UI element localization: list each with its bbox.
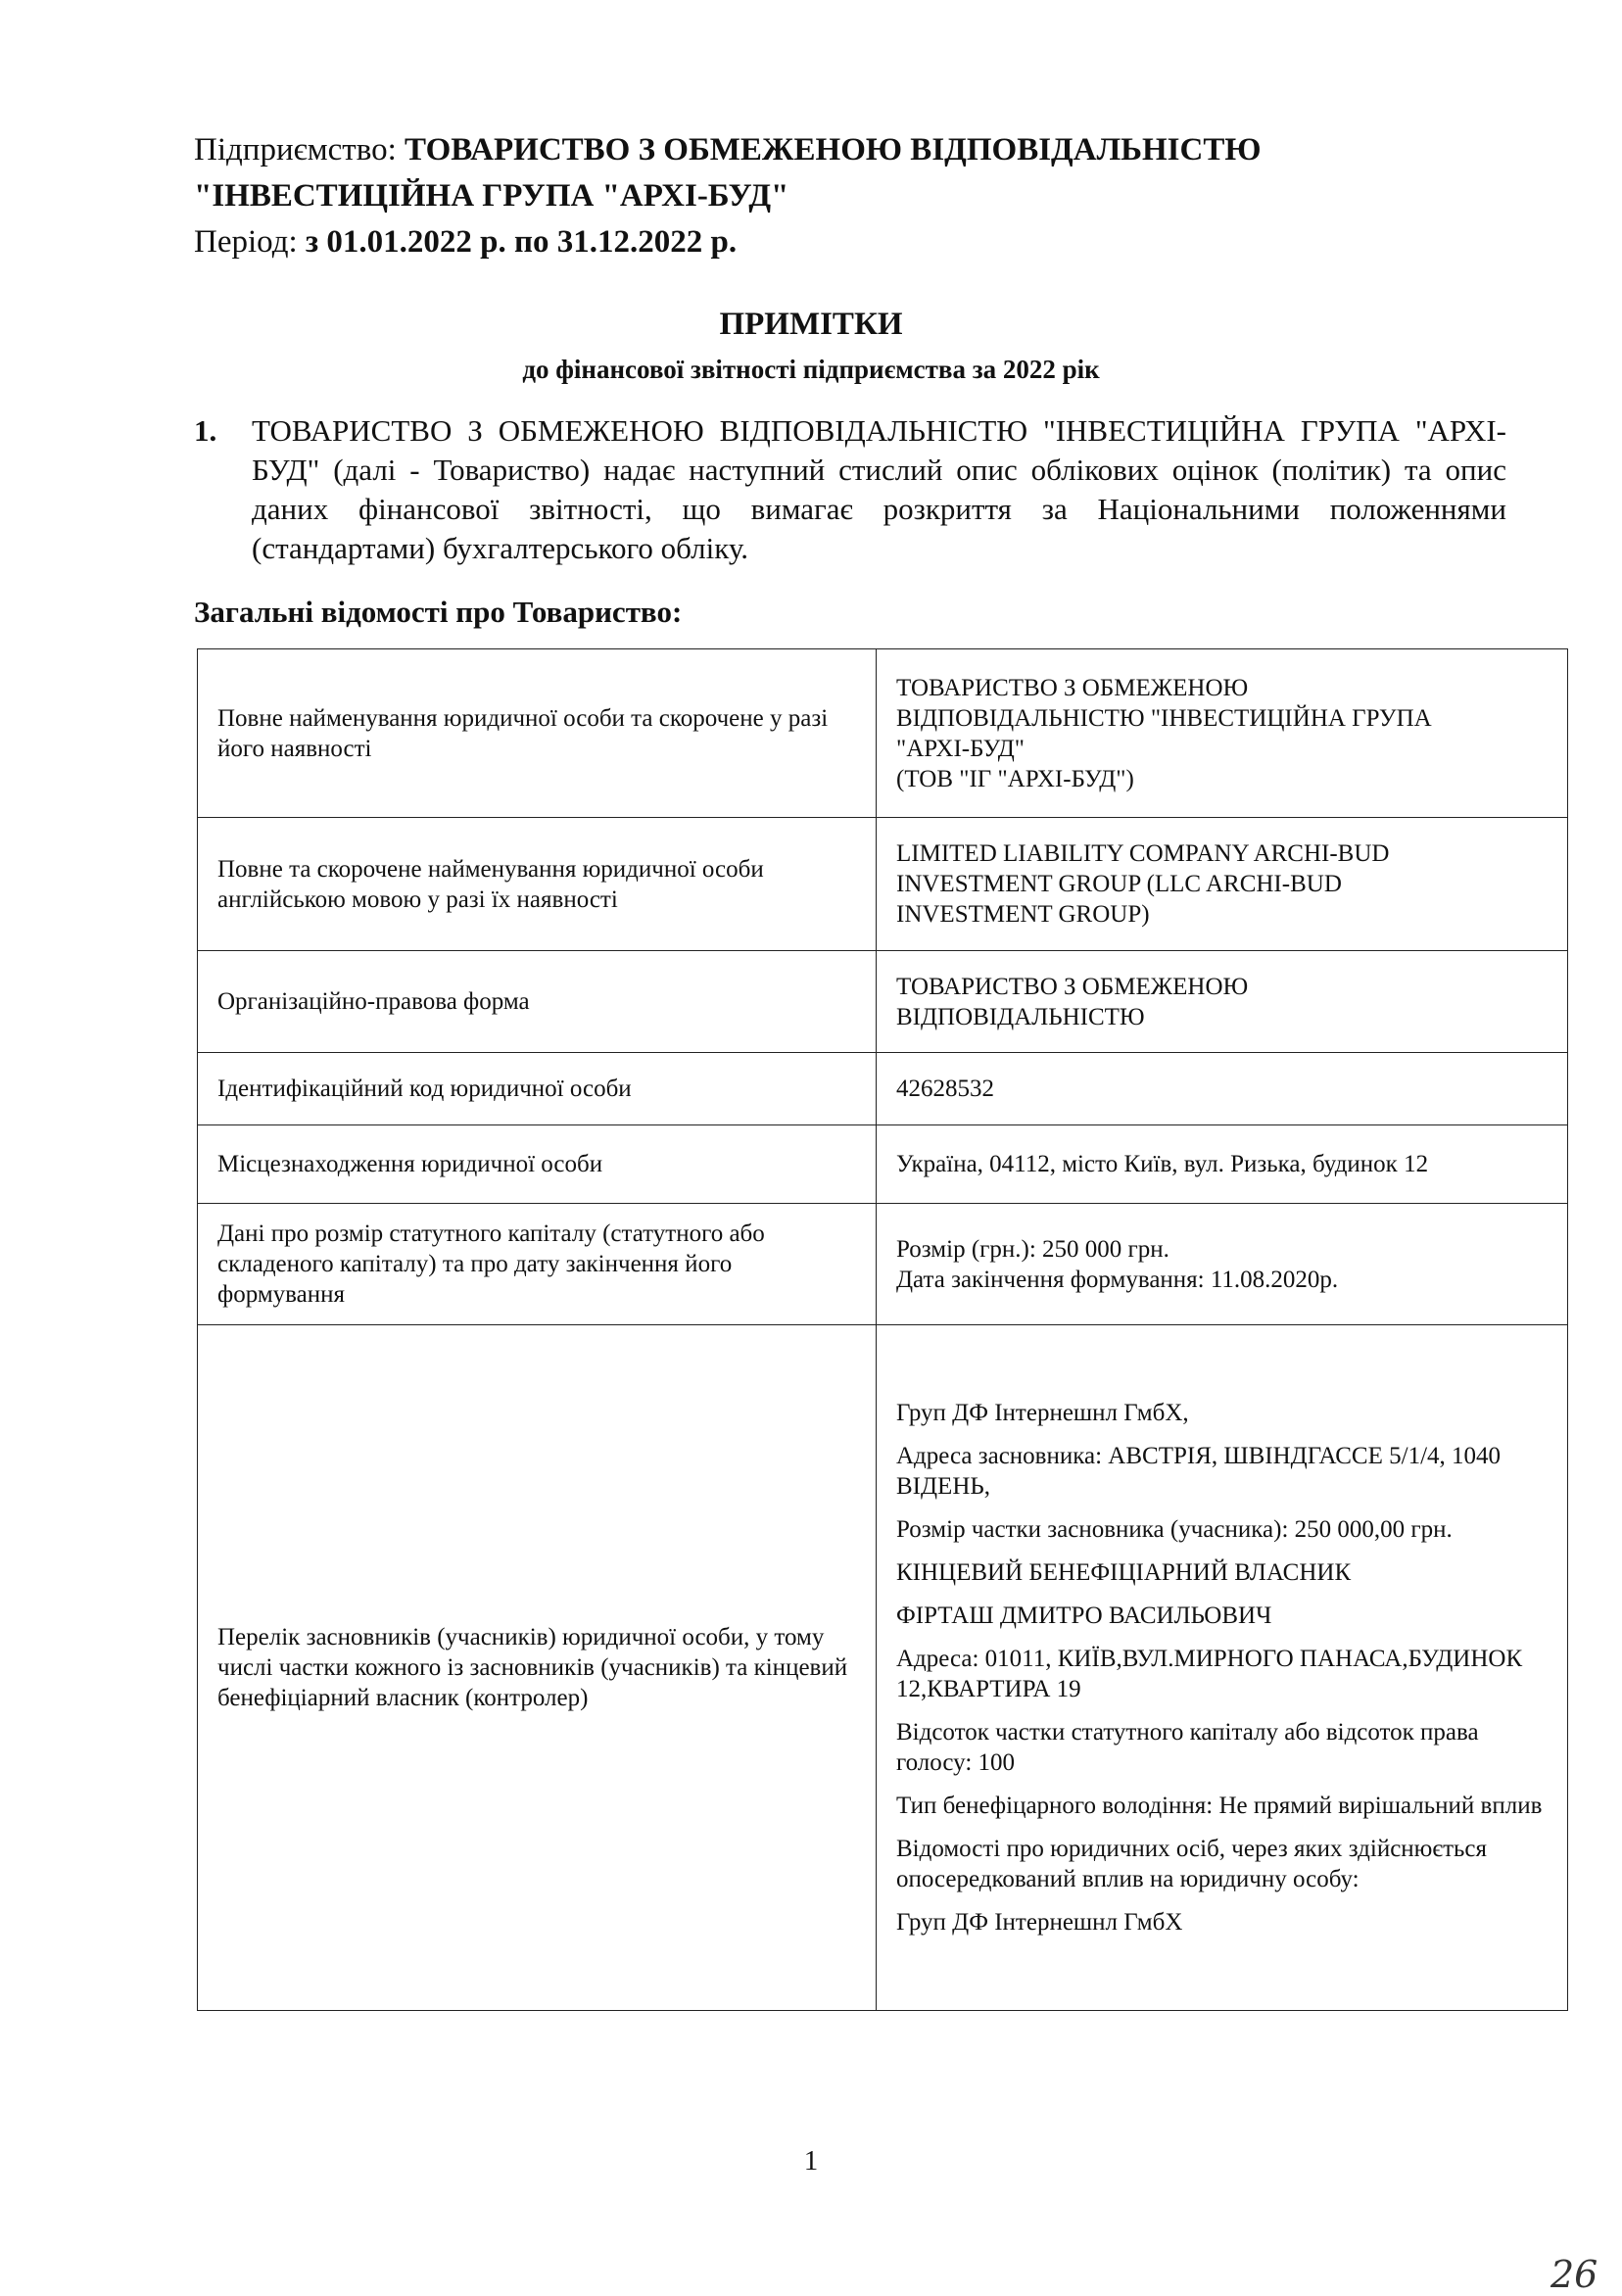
value-line: Україна, 04112, місто Київ, вул. Ризька, будинок 12	[896, 1151, 1429, 1177]
founder-address: Адреса засновника: АВСТРІЯ, ШВІНДГАССЕ 5/1/4, 1040 ВІДЕНЬ,	[896, 1443, 1502, 1500]
row-label: Повне та скорочене найменування юридичної особи англійською мовою у разі їх наявності	[198, 818, 877, 951]
table-row	[198, 951, 1568, 1053]
row-value	[877, 649, 1568, 818]
row-value	[877, 1125, 1568, 1204]
indirect-entity: Груп ДФ Інтернешнл ГмбХ	[896, 1909, 1183, 1936]
value-line: Розмір (грн.): 250 000 грн.	[896, 1235, 1169, 1263]
value-line: Дата закінчення формування: 11.08.2020р.	[896, 1266, 1339, 1293]
value-line: "АРХІ-БУД"	[896, 735, 1026, 762]
table-row	[198, 818, 1568, 951]
page-number: 1	[803, 2145, 819, 2176]
beneficiary-address: Адреса: 01011, КИЇВ,ВУЛ.МИРНОГО ПАНАСА,БУДИНОК 12,КВАРТИРА 19	[896, 1646, 1523, 1702]
value-line: 42628532	[896, 1076, 994, 1102]
founder-name: Груп ДФ Інтернешнл ГмбХ,	[896, 1400, 1189, 1426]
document-title: ПРИМІТКИ	[719, 307, 903, 342]
beneficiary-heading: КІНЦЕВИЙ БЕНЕФІЦІАРНИЙ ВЛАСНИК	[896, 1559, 1352, 1586]
row-label: Місцезнаходження юридичної особи	[198, 1125, 877, 1204]
founder-share: Розмір частки засновника (учасника): 250 000,00 грн.	[896, 1516, 1453, 1543]
table-row	[198, 1125, 1568, 1204]
row-label: Організаційно-правова форма	[198, 951, 877, 1053]
table-row	[198, 1325, 1568, 2011]
period-value: з 01.01.2022 р. по 31.12.2022 р.	[305, 224, 738, 260]
table-row	[198, 1204, 1568, 1325]
row-label: Ідентифікаційний код юридичної особи	[198, 1053, 877, 1125]
row-value	[877, 1204, 1568, 1325]
indirect-influence-note: Відомості про юридичних осіб, через яких здійснюється опосередкований вплив на юридичну особу:	[896, 1836, 1488, 1892]
value-line: INVESTMENT GROUP (LLC ARCHI-BUD	[896, 871, 1342, 897]
intro-text: ТОВАРИСТВО З ОБМЕЖЕНОЮ ВІДПОВІДАЛЬНІСТЮ "ІНВЕСТИЦІЙНА ГРУПА "АРХІ-БУД" (далі - Товариство) надає наступний стислий опис облікових оцінок (політик) та опис даних фінансової звітності, що вимагає розкриття за Національними положеннями (стандартами) бухгалтерського обліку.	[252, 413, 1506, 565]
ownership-type: Тип бенефіцарного володіння: Не прямий вирішальний вплив	[896, 1793, 1543, 1819]
period-label: Період:	[194, 224, 298, 260]
company-info-table	[197, 648, 1568, 2011]
beneficiary-name: ФІРТАШ ДМИТРО ВАСИЛЬОВИЧ	[896, 1602, 1272, 1629]
row-value	[877, 1053, 1568, 1125]
enterprise-label: Підприємство:	[194, 132, 397, 167]
document-subtitle: до фінансової звітності підприємства за 2022 рік	[522, 355, 1100, 384]
enterprise-name-line2-row	[194, 176, 788, 215]
value-line: ВІДПОВІДАЛЬНІСТЮ "ІНВЕСТИЦІЙНА ГРУПА	[896, 704, 1432, 732]
row-value	[877, 1325, 1568, 2011]
row-value	[877, 818, 1568, 951]
section-heading: Загальні відомості про Товариство:	[194, 595, 683, 629]
enterprise-name-line2: "ІНВЕСТИЦІЙНА ГРУПА "АРХІ-БУД"	[194, 178, 789, 214]
value-line: LIMITED LIABILITY COMPANY ARCHI-BUD	[896, 840, 1390, 867]
row-value	[877, 951, 1568, 1053]
period-line	[194, 222, 737, 262]
value-line: ТОВАРИСТВО З ОБМЕЖЕНОЮ	[896, 674, 1249, 701]
row-label: Перелік засновників (учасників) юридичної особи, у тому числі частки кожного із засновників (учасників) та кінцевий бенефіціарний власник (контролер)	[198, 1325, 877, 2011]
intro-number: 1.	[194, 413, 217, 448]
beneficiary-share: Відсоток частки статутного капіталу або відсоток права голосу: 100	[896, 1719, 1479, 1776]
value-line: INVESTMENT GROUP)	[896, 901, 1150, 928]
enterprise-line	[194, 130, 1262, 169]
table-row	[198, 1053, 1568, 1125]
value-line: (ТОВ "ІГ "АРХІ-БУД")	[896, 765, 1134, 792]
table-row	[198, 649, 1568, 818]
row-label: Дані про розмір статутного капіталу (статутного або складеного капіталу) та про дату закінчення його формування	[198, 1204, 877, 1325]
handwritten-page-mark: 26	[1550, 2253, 1598, 2296]
intro-paragraph	[194, 411, 1506, 568]
value-line: ВІДПОВІДАЛЬНІСТЮ	[896, 1003, 1145, 1030]
value-line: ТОВАРИСТВО З ОБМЕЖЕНОЮ	[896, 973, 1249, 1000]
enterprise-name-line1: ТОВАРИСТВО З ОБМЕЖЕНОЮ ВІДПОВІДАЛЬНІСТЮ	[405, 132, 1262, 167]
row-label: Повне найменування юридичної особи та скорочене у разі його наявності	[198, 649, 877, 818]
